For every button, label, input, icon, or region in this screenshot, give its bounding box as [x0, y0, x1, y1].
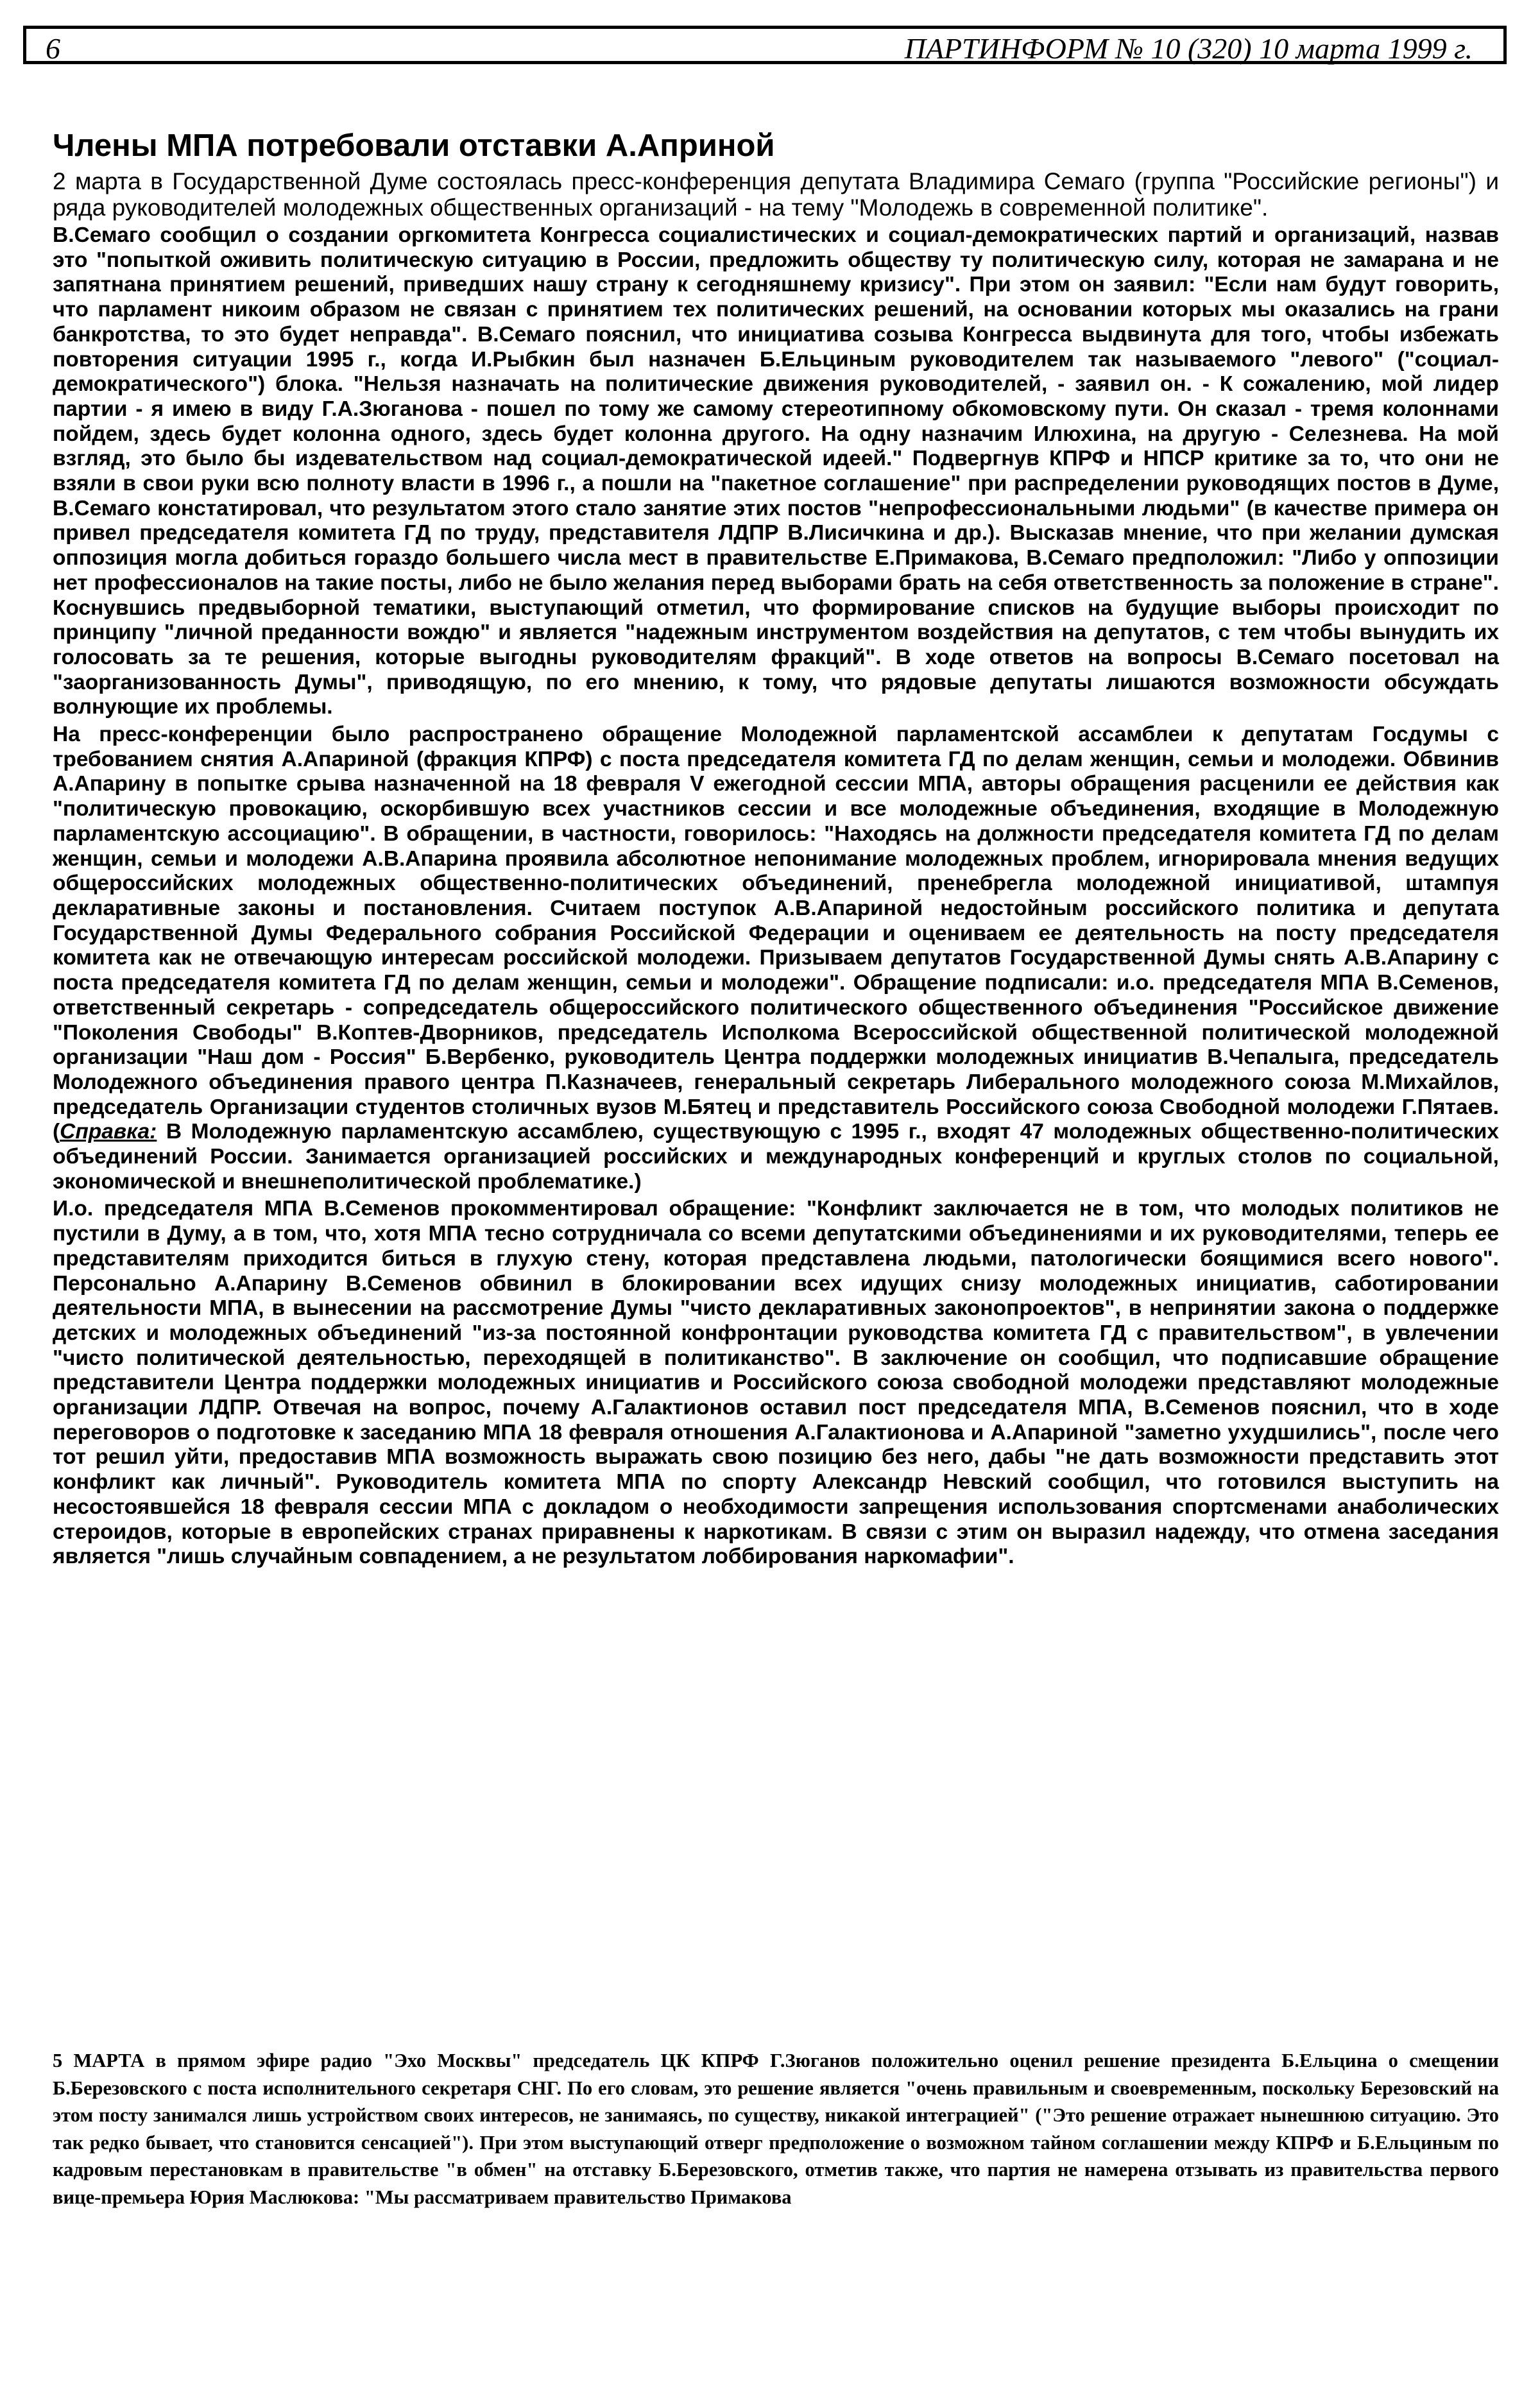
publication-title: ПАРТИНФОРМ № 10 (320) 10 марта 1999 г.: [904, 32, 1473, 65]
page-header: [23, 26, 1507, 64]
paragraph-2-text: На пресс-конференции было распространено обращение Молодежной парламентской ассамблеи к депутатам Госдумы с требованием снятия А.Апариной (фракция КПРФ) с поста председателя комитета ГД по делам женщин, семьи и молодежи. Обвинив А.Апарину в попытке срыва назначенной на 18 февраля V ежегодной сессии МПА, авторы обращения расценили ее действия как "политическую провокацию, оскорбившую всех участников сессии и все молодежные объединения, входящие в Молодежную парламентскую ассоциацию". В обращении, в частности, говорилось: "Находясь на должности председателя комитета ГД по делам женщин, семьи и молодежи А.В.Апарина проявила абсолютное непонимание молодежных проблем, игнорировала мнения ведущих общероссийских молодежных общественно-политических объединений, пренебрегла молодежной инициативой, штампуя декларативные законы и постановления. Считаем поступок А.В.Апариной недостойным российского политика и депутата Государственной Думы Федерального собрания Российской Федерации и оцениваем ее деятельность на посту председателя комитета как не отвечающую интересам российской молодежи. Призываем депутатов Государственной Думы снять А.В.Апарину с поста председателя комитета ГД по делам женщин, семьи и молодежи". Обращение подписали: и.о. председателя МПА В.Семенов, ответственный секретарь - сопредседатель общероссийского политического общественного объединения "Российское движение "Поколения Свободы" В.Коптев-Дворников, председатель Исполкома Всероссийской общественной политической молодежной организации "Наш дом - Россия" Б.Вербенко, руководитель Центра поддержки молодежных инициатив В.Чепалыга, председатель Молодежного объединения правого центра П.Казначеев, генеральный секретарь Либерального молодежного союза М.Михайлов, председатель Организации студентов столичных вузов М.Бятец и представитель Российского союза Свободной молодежи Г.Пятаев. (: [53, 723, 1499, 1144]
news-brief: 5 МАРТА в прямом эфире радио "Эхо Москвы" председатель ЦК КПРФ Г.Зюганов положительно оценил решение президента Б.Ельцина о смещении Б.Березовского с поста исполнительного секретаря СНГ. По его словам, это решение является "очень правильным и своевременным, поскольку Березовский на этом посту занимался лишь устройством своих интересов, не занимаясь, по существу, никакой интеграцией" ("Это решение отражает нынешнюю ситуацию. Это так редко бывает, что становится сенсацией"). При этом выступающий отверг предположение о возможном тайном соглашении между КПРФ и Б.Ельциным по кадровым перестановкам в правительстве "в обмен" на отставку Б.Березовского, отметив также, что партия не намерена отзывать из правительства первого вице-премьера Юрия Маслюкова: "Мы рассматриваем правительство Примакова: [53, 2050, 1499, 2208]
article-paragraph-2: [53, 723, 1499, 1194]
note-label: Справка:: [60, 1120, 157, 1144]
article-lead: 2 марта в Государственной Думе состоялась пресс-конференция депутата Владимира Семаго (группа "Российские регионы") и ряда руководителей молодежных общественных организаций - на тему "Молодежь в современной политике".: [53, 168, 1499, 221]
article: [53, 126, 1499, 1570]
page-number: 6: [46, 32, 60, 65]
article-headline: Члены МПА потребовали отставки А.Априной: [53, 128, 775, 163]
note-text: В Молодежную парламентскую ассамблею, существующую с 1995 г., входят 47 молодежных общественно-политических объединений России. Занимается организацией российских и международных конференций и круглых столов по социальной, экономической и внешнеполитической проблематике.): [53, 1120, 1499, 1194]
article-paragraph-3: И.о. председателя МПА В.Семенов прокомментировал обращение: "Конфликт заключается не в том, что молодых политиков не пустили в Думу, а в том, что, хотя МПА тесно сотрудничала со всеми депутатскими объединениями и их руководителями, теперь ее представителям приходится биться в глухую стену, которая представлена людьми, патологически боящимися всего нового". Персонально А.Апарину В.Семенов обвинил в блокировании всех идущих снизу молодежных инициатив, саботировании деятельности МПА, в вынесении на рассмотрение Думы "чисто декларативных законопроектов", в непринятии закона о поддержке детских и молодежных объединений "из-за постоянной конфронтации руководства комитета ГД с правительством", в увлечении "чисто политической деятельностью, переходящей в политиканство". В заключение он сообщил, что подписавшие обращение представители Центра поддержки молодежных инициатив и Российского союза свободной молодежи представляют молодежные организации ЛДПР. Отвечая на вопрос, почему А.Галактионов оставил пост председателя МПА, В.Семенов пояснил, что в ходе переговоров о подготовке к заседанию МПА 18 февраля отношения А.Галактионова и А.Апариной "заметно ухудшились", после чего тот решил уйти, предоставив МПА возможность выражать свою позицию без него, дабы "не дать возможности представить этот конфликт как личный". Руководитель комитета МПА по спорту Александр Невский сообщил, что готовился выступить на несостоявшейся 18 февраля сессии МПА с докладом о необходимости запрещения использования спортсменами анаболических стероидов, которые в европейских странах приравнены к наркотикам. В связи с этим он выразил надежду, что отмена заседания является "лишь случайным совпадением, а не результатом лоббирования наркомафии".: [53, 1197, 1499, 1569]
article-paragraph-1: В.Семаго сообщил о создании оргкомитета Конгресса социалистических и социал-демократических партий и организаций, назвав это "попыткой оживить политическую ситуацию в России, предложить обществу ту политическую силу, которая не замарана и не запятнана принятием решений, приведших нашу страну к сегодняшнему кризису". При этом он заявил: "Если нам будут говорить, что парламент никоим образом не связан с принятием тех политических решений, на основании которых мы оказались на грани банкротства, то это будет неправда". В.Семаго пояснил, что инициатива созыва Конгресса выдвинута для того, чтобы избежать повторения ситуации 1995 г., когда И.Рыбкин был назначен Б.Ельциным руководителем так называемого "левого" ("социал-демократического") блока. "Нельзя назначать на политические движения руководителей, - заявил он. - К сожалению, мой лидер партии - я имею в виду Г.А.Зюганова - пошел по тому же самому стереотипному обкомовскому пути. Он сказал - тремя колоннами пойдем, здесь будет колонна одного, здесь будет колонна другого. На одну назначим Илюхина, на другую - Селезнева. На мой взгляд, это было бы издевательством над социал-демократической идеей." Подвергнув КПРФ и НПСР критике за то, что они не взяли в свои руки всю полноту власти в 1996 г., а пошли на "пакетное соглашение" при распределении руководящих постов в Думе, В.Семаго констатировал, что результатом этого стало занятие этих постов "непрофессиональными людьми" (в качестве примера он привел председателя комитета ГД по труду, представителя ЛДПР В.Лисичкина и др.). Высказав мнение, что при желании думская оппозиция могла добиться гораздо большего числа мест в правительстве Е.Примакова, В.Семаго предположил: "Либо у оппозиции нет профессионалов на такие посты, либо не было желания перед выборами брать на себя ответственность за положение в стране". Коснувшись предвыборной тематики, выступающий отметил, что формирование списков на будущие выборы происходит по принципу "личной преданности вождю" и является "надежным инструментом воздействия на депутатов, с тем чтобы вынудить их голосовать за те решения, которые выгодны руководителям фракций". В ходе ответов на вопросы В.Семаго посетовал на "заорганизованность Думы", приводящую, по его мнению, к тому, что рядовые депутаты лишаются возможности обсуждать волнующие их проблемы.: [53, 223, 1499, 719]
